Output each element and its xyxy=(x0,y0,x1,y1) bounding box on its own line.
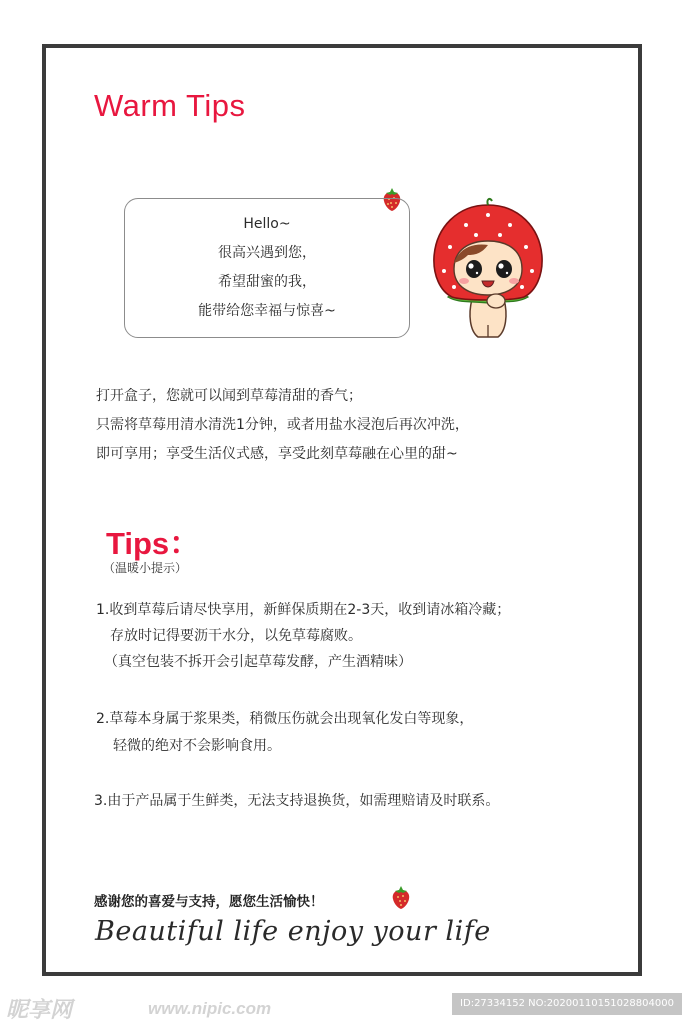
watermark-id: ID:27334152 NO:20200110151028804000 xyxy=(452,993,682,1015)
intro-line: 只需将草莓用清水清洗1分钟，或者用盐水浸泡后再次冲洗， xyxy=(96,417,469,433)
tip-item-line: 轻微的绝对不会影响食用。 xyxy=(113,738,281,754)
tips-card xyxy=(42,44,642,976)
tip-item-line: （真空包装不拆开会引起草莓发酵，产生酒精味） xyxy=(104,654,412,670)
bubble-line: Hello~ xyxy=(243,216,291,232)
watermark-site: www.nipic.com xyxy=(148,999,272,1018)
speech-bubble xyxy=(124,198,410,338)
strawberry-mascot xyxy=(430,197,546,347)
tips-subheading: （温暖小提示） xyxy=(103,561,188,575)
bubble-line: 很高兴遇到您， xyxy=(218,245,316,261)
intro-line: 即可享用；享受生活仪式感，享受此刻草莓融在心里的甜~ xyxy=(96,446,458,462)
tip-item-line: 1.收到草莓后请尽快享用，新鲜保质期在2-3天，收到请冰箱冷藏； xyxy=(96,602,511,618)
intro-text xyxy=(96,386,469,473)
slogan: Beautiful life enjoy your life xyxy=(95,916,491,947)
strawberry-icon xyxy=(390,884,412,914)
intro-line: 打开盒子，您就可以闻到草莓清甜的香气； xyxy=(96,388,362,404)
tips-heading: Tips： xyxy=(106,526,201,561)
tip-item-line: 3.由于产品属于生鲜类，无法支持退换货，如需理赔请及时联系。 xyxy=(94,793,500,809)
watermark-logo: 昵享网 xyxy=(6,998,73,1023)
thanks-text: 感谢您的喜爱与支持，愿您生活愉快！ xyxy=(94,894,324,910)
page-title: Warm Tips xyxy=(94,88,246,123)
tip-item-line: 2.草莓本身属于浆果类，稍微压伤就会出现氧化发白等现象， xyxy=(96,711,474,727)
bubble-line: 能带给您幸福与惊喜~ xyxy=(198,303,336,319)
tip-item-line: 存放时记得要沥干水分，以免草莓腐败。 xyxy=(110,628,362,644)
bubble-line: 希望甜蜜的我， xyxy=(218,274,316,290)
